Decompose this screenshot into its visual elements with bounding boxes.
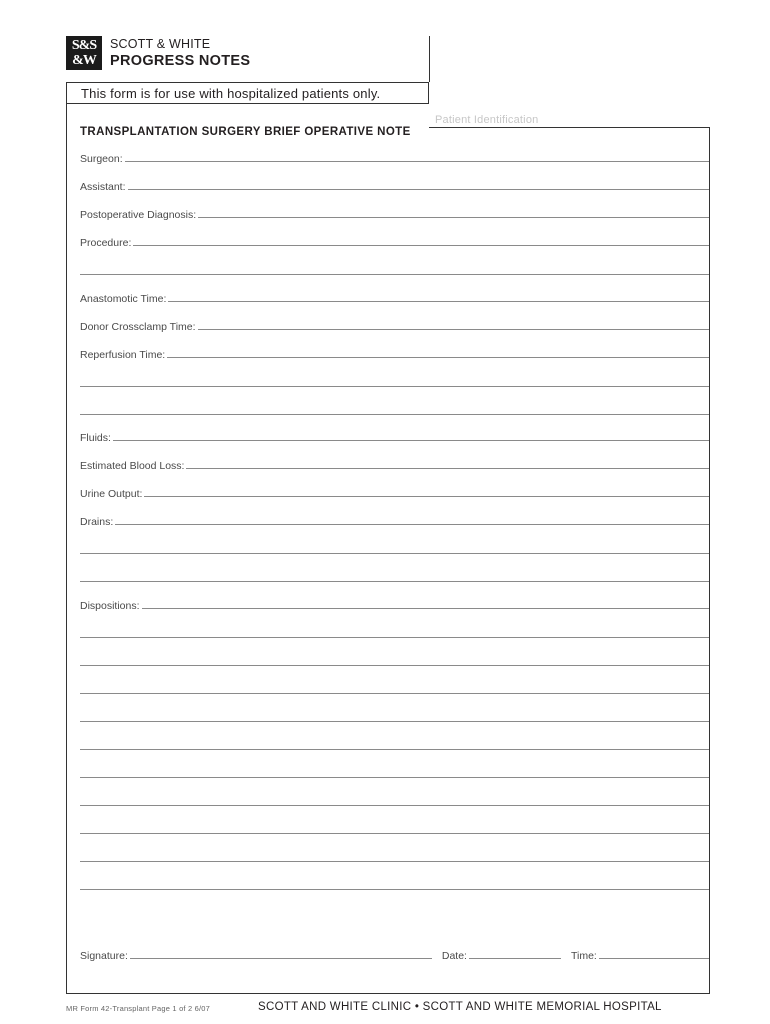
- header-divider: [429, 36, 430, 82]
- urine-output-field[interactable]: [144, 496, 709, 497]
- estimated-blood-loss-field[interactable]: [186, 468, 709, 469]
- fluids-field[interactable]: [113, 440, 709, 441]
- form-title: PROGRESS NOTES: [110, 53, 251, 69]
- reperfusion-time-field[interactable]: [167, 357, 709, 358]
- logo-text-bottom: &W: [72, 53, 96, 68]
- time-field[interactable]: [599, 958, 709, 959]
- donor-crossclamp-time-label: Donor Crossclamp Time:: [80, 321, 196, 333]
- dispositions-continuation-line[interactable]: [80, 693, 709, 694]
- dispositions-continuation-line[interactable]: [80, 833, 709, 834]
- footer-organization: SCOTT AND WHITE CLINIC • SCOTT AND WHITE MEMORIAL HOSPITAL: [258, 1001, 662, 1013]
- form-number: MR Form 42-Transplant Page 1 of 2 6/07: [66, 1004, 211, 1013]
- fluids-label: Fluids:: [80, 432, 111, 444]
- postop-diagnosis-label: Postoperative Diagnosis:: [80, 209, 197, 221]
- procedure-field[interactable]: [133, 245, 709, 246]
- dispositions-row: [80, 596, 709, 612]
- assistant-field[interactable]: [128, 189, 709, 190]
- urine-output-row: [80, 484, 709, 500]
- dispositions-field[interactable]: [142, 608, 709, 609]
- estimated-blood-loss-label: Estimated Blood Loss:: [80, 460, 185, 472]
- section-heading: TRANSPLANTATION SURGERY BRIEF OPERATIVE NOTE: [80, 126, 411, 138]
- anastomotic-time-field[interactable]: [168, 301, 709, 302]
- drains-continuation-line-2[interactable]: [80, 581, 709, 582]
- form-bottom-border: [66, 993, 710, 994]
- anastomotic-time-row: [80, 289, 709, 305]
- dispositions-label: Dispositions:: [80, 600, 140, 612]
- assistant-row: [80, 177, 709, 193]
- donor-crossclamp-time-field[interactable]: [198, 329, 709, 330]
- surgeon-label: Surgeon:: [80, 153, 123, 165]
- procedure-continuation-line[interactable]: [80, 274, 709, 275]
- fluids-row: [80, 428, 709, 444]
- date-label: Date:: [441, 950, 467, 962]
- anastomotic-time-label: Anastomotic Time:: [80, 293, 167, 305]
- patient-identification-label: Patient Identification: [435, 114, 539, 126]
- dispositions-continuation-line[interactable]: [80, 721, 709, 722]
- reperfusion-continuation-line-2[interactable]: [80, 414, 709, 415]
- donor-crossclamp-time-row: [80, 317, 709, 333]
- procedure-row: [80, 233, 709, 249]
- signature-field[interactable]: [130, 958, 432, 959]
- dispositions-continuation-line[interactable]: [80, 637, 709, 638]
- postop-diagnosis-row: [80, 205, 709, 221]
- drains-row: [80, 512, 709, 528]
- signature-label: Signature:: [80, 950, 128, 962]
- drains-label: Drains:: [80, 516, 114, 528]
- scott-white-logo: [66, 36, 102, 70]
- logo-text-top: S&S: [71, 38, 97, 53]
- procedure-label: Procedure:: [80, 237, 132, 249]
- drains-continuation-line-1[interactable]: [80, 553, 709, 554]
- signature-row: [80, 946, 709, 962]
- date-field[interactable]: [469, 958, 561, 959]
- surgeon-field[interactable]: [125, 161, 709, 162]
- dispositions-continuation-line[interactable]: [80, 665, 709, 666]
- reperfusion-time-row: [80, 345, 709, 361]
- assistant-label: Assistant:: [80, 181, 126, 193]
- drains-field[interactable]: [115, 524, 709, 525]
- dispositions-continuation-line[interactable]: [80, 889, 709, 890]
- dispositions-continuation-line[interactable]: [80, 777, 709, 778]
- dispositions-continuation-line[interactable]: [80, 861, 709, 862]
- dispositions-continuation-line[interactable]: [80, 749, 709, 750]
- form-left-border: [66, 104, 67, 994]
- reperfusion-continuation-line-1[interactable]: [80, 386, 709, 387]
- surgeon-row: [80, 149, 709, 165]
- patient-id-box-bottom-border: [429, 127, 710, 128]
- time-label: Time:: [570, 950, 597, 962]
- urine-output-label: Urine Output:: [80, 488, 143, 500]
- postop-diagnosis-field[interactable]: [198, 217, 709, 218]
- form-right-border: [709, 127, 710, 994]
- reperfusion-time-label: Reperfusion Time:: [80, 349, 166, 361]
- hospitalized-notice: This form is for use with hospitalized patients only.: [66, 82, 429, 104]
- dispositions-continuation-line[interactable]: [80, 805, 709, 806]
- estimated-blood-loss-row: [80, 456, 709, 472]
- org-name: SCOTT & WHITE: [110, 37, 211, 51]
